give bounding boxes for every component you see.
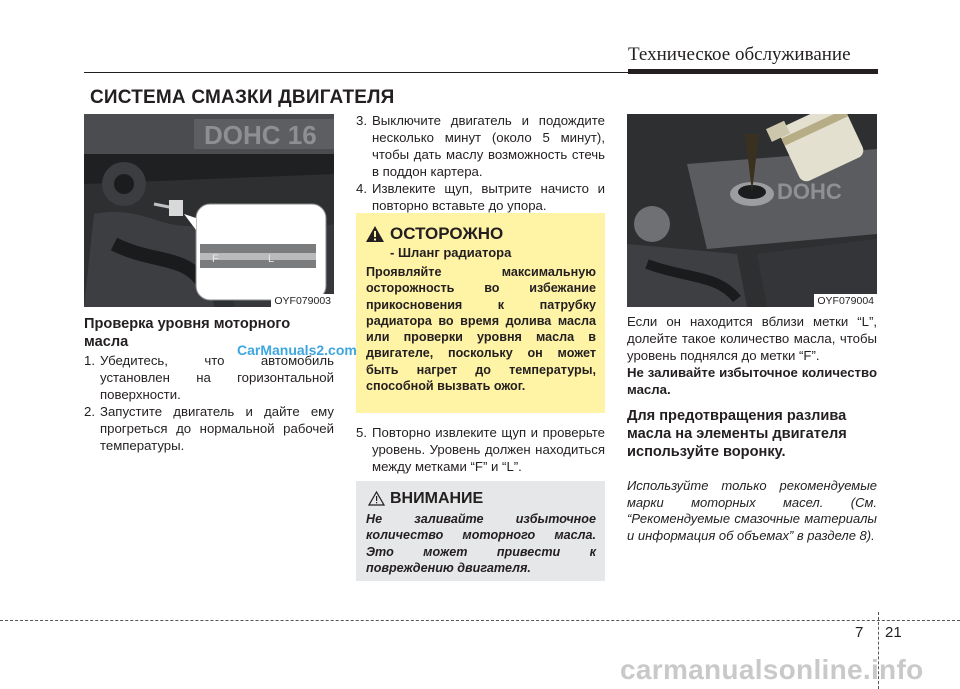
header-rule-accent [628,69,878,74]
list-item: 3. Выключите двигатель и подождите несколько минут (около 5 минут), чтобы дать маслу возможность стечь в поддон картера. [356,113,605,179]
page-number: 21 [885,624,902,641]
list-item: 2. Запустите двигатель и дайте ему прогреться до нормальной рабочей температуры. [84,404,334,453]
list-item: 4. Извлеките щуп, вытрите начисто и повторно вставьте до упора. [356,181,605,213]
chapter-title: СИСТЕМА СМАЗКИ ДВИГАТЕЛЯ [90,87,395,108]
warning-subtitle: - Шланг радиатора [390,245,512,260]
engine-funnel-photo [627,114,877,307]
engine-cover-text: DOHC 16 [204,120,317,150]
watermark: CarManuals2.com [237,342,357,358]
section-title: Техническое обслуживание [628,44,851,65]
engine-dipstick-illustration [84,114,334,307]
engine-dipstick-photo [84,114,334,307]
photo-label: OYF079004 [814,294,877,307]
list-item: 5. Повторно извлеките щуп и проверьте уровень. Уровень должен находиться между метками “F” и “L”. [356,425,605,474]
caution-text: Не заливайте избыточное количество моторного масла. Это может привести к повреждению двигателя. [366,512,596,575]
subheading-funnel: Для предотвращения разлива масла на элементы двигателя используйте воронку. [627,408,847,460]
chapter-number: 7 [855,624,864,641]
dipstick-mark-l: L [268,253,275,265]
caution-box [356,481,605,581]
steps-list-3 [356,424,605,475]
steps-list-1 [84,352,334,454]
caution-title: ВНИМАНИЕ [390,490,484,507]
warning-box [356,213,605,413]
caution-icon [368,491,385,511]
warning-icon [366,226,384,247]
overfill-warning-text: Не заливайте избыточное количество масла. [627,365,877,397]
engine-cover-text: DOHC [777,179,842,204]
engine-oil-fill-illustration [627,114,877,307]
level-paragraph: Если он находится вблизи метки “L”, долейте такое количество масла, чтобы уровень поднялся до метки “F”. [627,314,877,363]
warning-text: Проявляйте максимальную осторожность во избежание прикосновения к патрубку радиатора во время долива масла или проверки уровня масла в двигателе, поскольку он может быть нагрет до температуры, способной вызвать ожог. [366,265,596,394]
photo-label: OYF079003 [271,294,334,307]
warning-title: ОСТОРОЖНО [390,224,504,243]
footer-site-link[interactable]: carmanualsonline.info [620,654,924,685]
recommended-oil-note: Используйте только рекомендуемые марки моторных масел. (См. “Рекомендуемые смазочные материалы и информация об объемах” в разделе 8). [627,478,877,543]
subheading-oil-level: Проверка уровня моторного масла [84,316,291,350]
list-item: 1. Убедитесь, что автомобиль установлен на горизонтальной поверхности. [84,353,334,402]
dipstick-mark-f: F [212,253,219,265]
footer-rule [0,620,960,621]
steps-list-2 [356,112,605,214]
